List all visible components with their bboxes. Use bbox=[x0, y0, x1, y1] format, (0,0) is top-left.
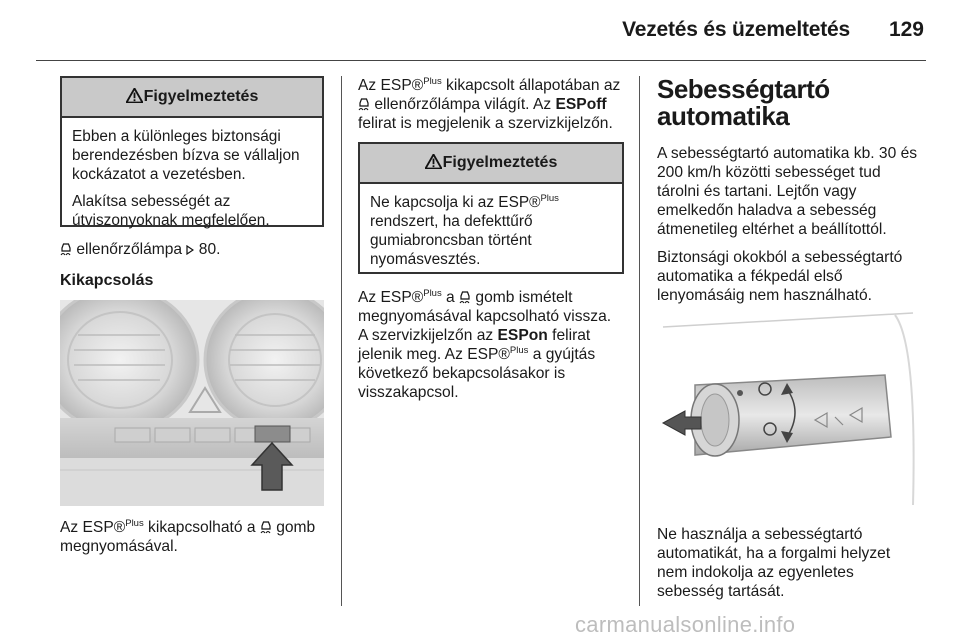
cruise-control-stalk-figure bbox=[655, 305, 920, 510]
paragraph: Biztonsági okokból a sebességtartó automatika a fékpedál első lenyomásáig nem használható. bbox=[657, 249, 903, 304]
warning-triangle-icon bbox=[425, 154, 442, 169]
warning-box bbox=[358, 142, 624, 274]
section-heading: Sebességtartó automatika bbox=[657, 74, 830, 131]
warning-title: Figyelmeztetés bbox=[143, 88, 259, 105]
column-1 bbox=[60, 76, 324, 299]
running-header-title: Vezetés és üzemeltetés bbox=[622, 18, 850, 41]
dashboard-esp-button-figure bbox=[60, 300, 324, 506]
subheading: Kikapcsolás bbox=[60, 272, 154, 289]
column-divider bbox=[639, 76, 640, 606]
esp-on-paragraph: Az ESP®$^{Plus}$ a gomb ismételt megnyomásával kapcsolható vissza. A szervizkijelzőn az ESPon felirat jelenik meg. Az ESP®$^{Plus}$ a gyújtás következő bekapcsolásakor is visszakapcsol. bbox=[358, 288, 612, 401]
warning-body: Ne kapcsolja ki az ESP®$^{Plus}$ rendszert, ha defekttűrő gumiabroncsban történt nyomásvesztés. bbox=[370, 193, 559, 268]
paragraph: Ne használja a sebességtartó automatikát, ha a forgalmi helyzet nem indokolja az egyenletes sebesség tartását. bbox=[657, 526, 891, 600]
lamp-reference: ellenőrzőlámpa 80. bbox=[60, 240, 324, 259]
esp-car-icon bbox=[60, 241, 72, 256]
warning-title: Figyelmeztetés bbox=[442, 154, 558, 171]
esp-off-paragraph: Az ESP®$^{Plus}$ kikapcsolt állapotában az ellenőrzőlámpa világít. Az ESPoff felirat is megjelenik a szervizkijelzőn. bbox=[358, 76, 621, 132]
warning-body bbox=[62, 118, 322, 242]
stalk-illustration bbox=[655, 305, 920, 510]
warning-triangle-icon bbox=[126, 88, 143, 103]
figure-caption: Az ESP®$^{Plus}$ kikapcsolható a gomb megnyomásával. bbox=[60, 518, 316, 555]
esp-car-icon bbox=[260, 519, 272, 534]
warning-header bbox=[360, 144, 622, 184]
header-rule bbox=[36, 60, 926, 61]
warning-paragraph: Ebben a különleges biztonsági berendezésben bízva se vállaljon kockázatot a vezetésben. bbox=[72, 128, 300, 183]
column-divider bbox=[341, 76, 342, 606]
dashboard-illustration bbox=[60, 300, 324, 506]
watermark: carmanualsonline.info bbox=[575, 612, 796, 637]
paragraph: A sebességtartó automatika kb. 30 és 200 km/h közötti sebességet tud tárolni és tartani. Lejtőn vagy emelkedőn haladva a sebesség átmenetileg eltérhet a beállítottól. bbox=[657, 145, 918, 238]
page-number: 129 bbox=[888, 18, 924, 41]
warning-box bbox=[60, 76, 324, 227]
column-2 bbox=[358, 76, 624, 411]
esp-car-icon bbox=[358, 96, 370, 111]
column-3 bbox=[657, 76, 923, 314]
page-reference: 80. bbox=[198, 241, 221, 258]
page-reference-icon bbox=[186, 245, 194, 255]
esp-car-icon bbox=[459, 289, 471, 304]
warning-paragraph: Alakítsa sebességét az útviszonyoknak megfelelően. bbox=[72, 193, 270, 229]
warning-header bbox=[62, 78, 322, 118]
column-3-bottom bbox=[657, 525, 923, 610]
